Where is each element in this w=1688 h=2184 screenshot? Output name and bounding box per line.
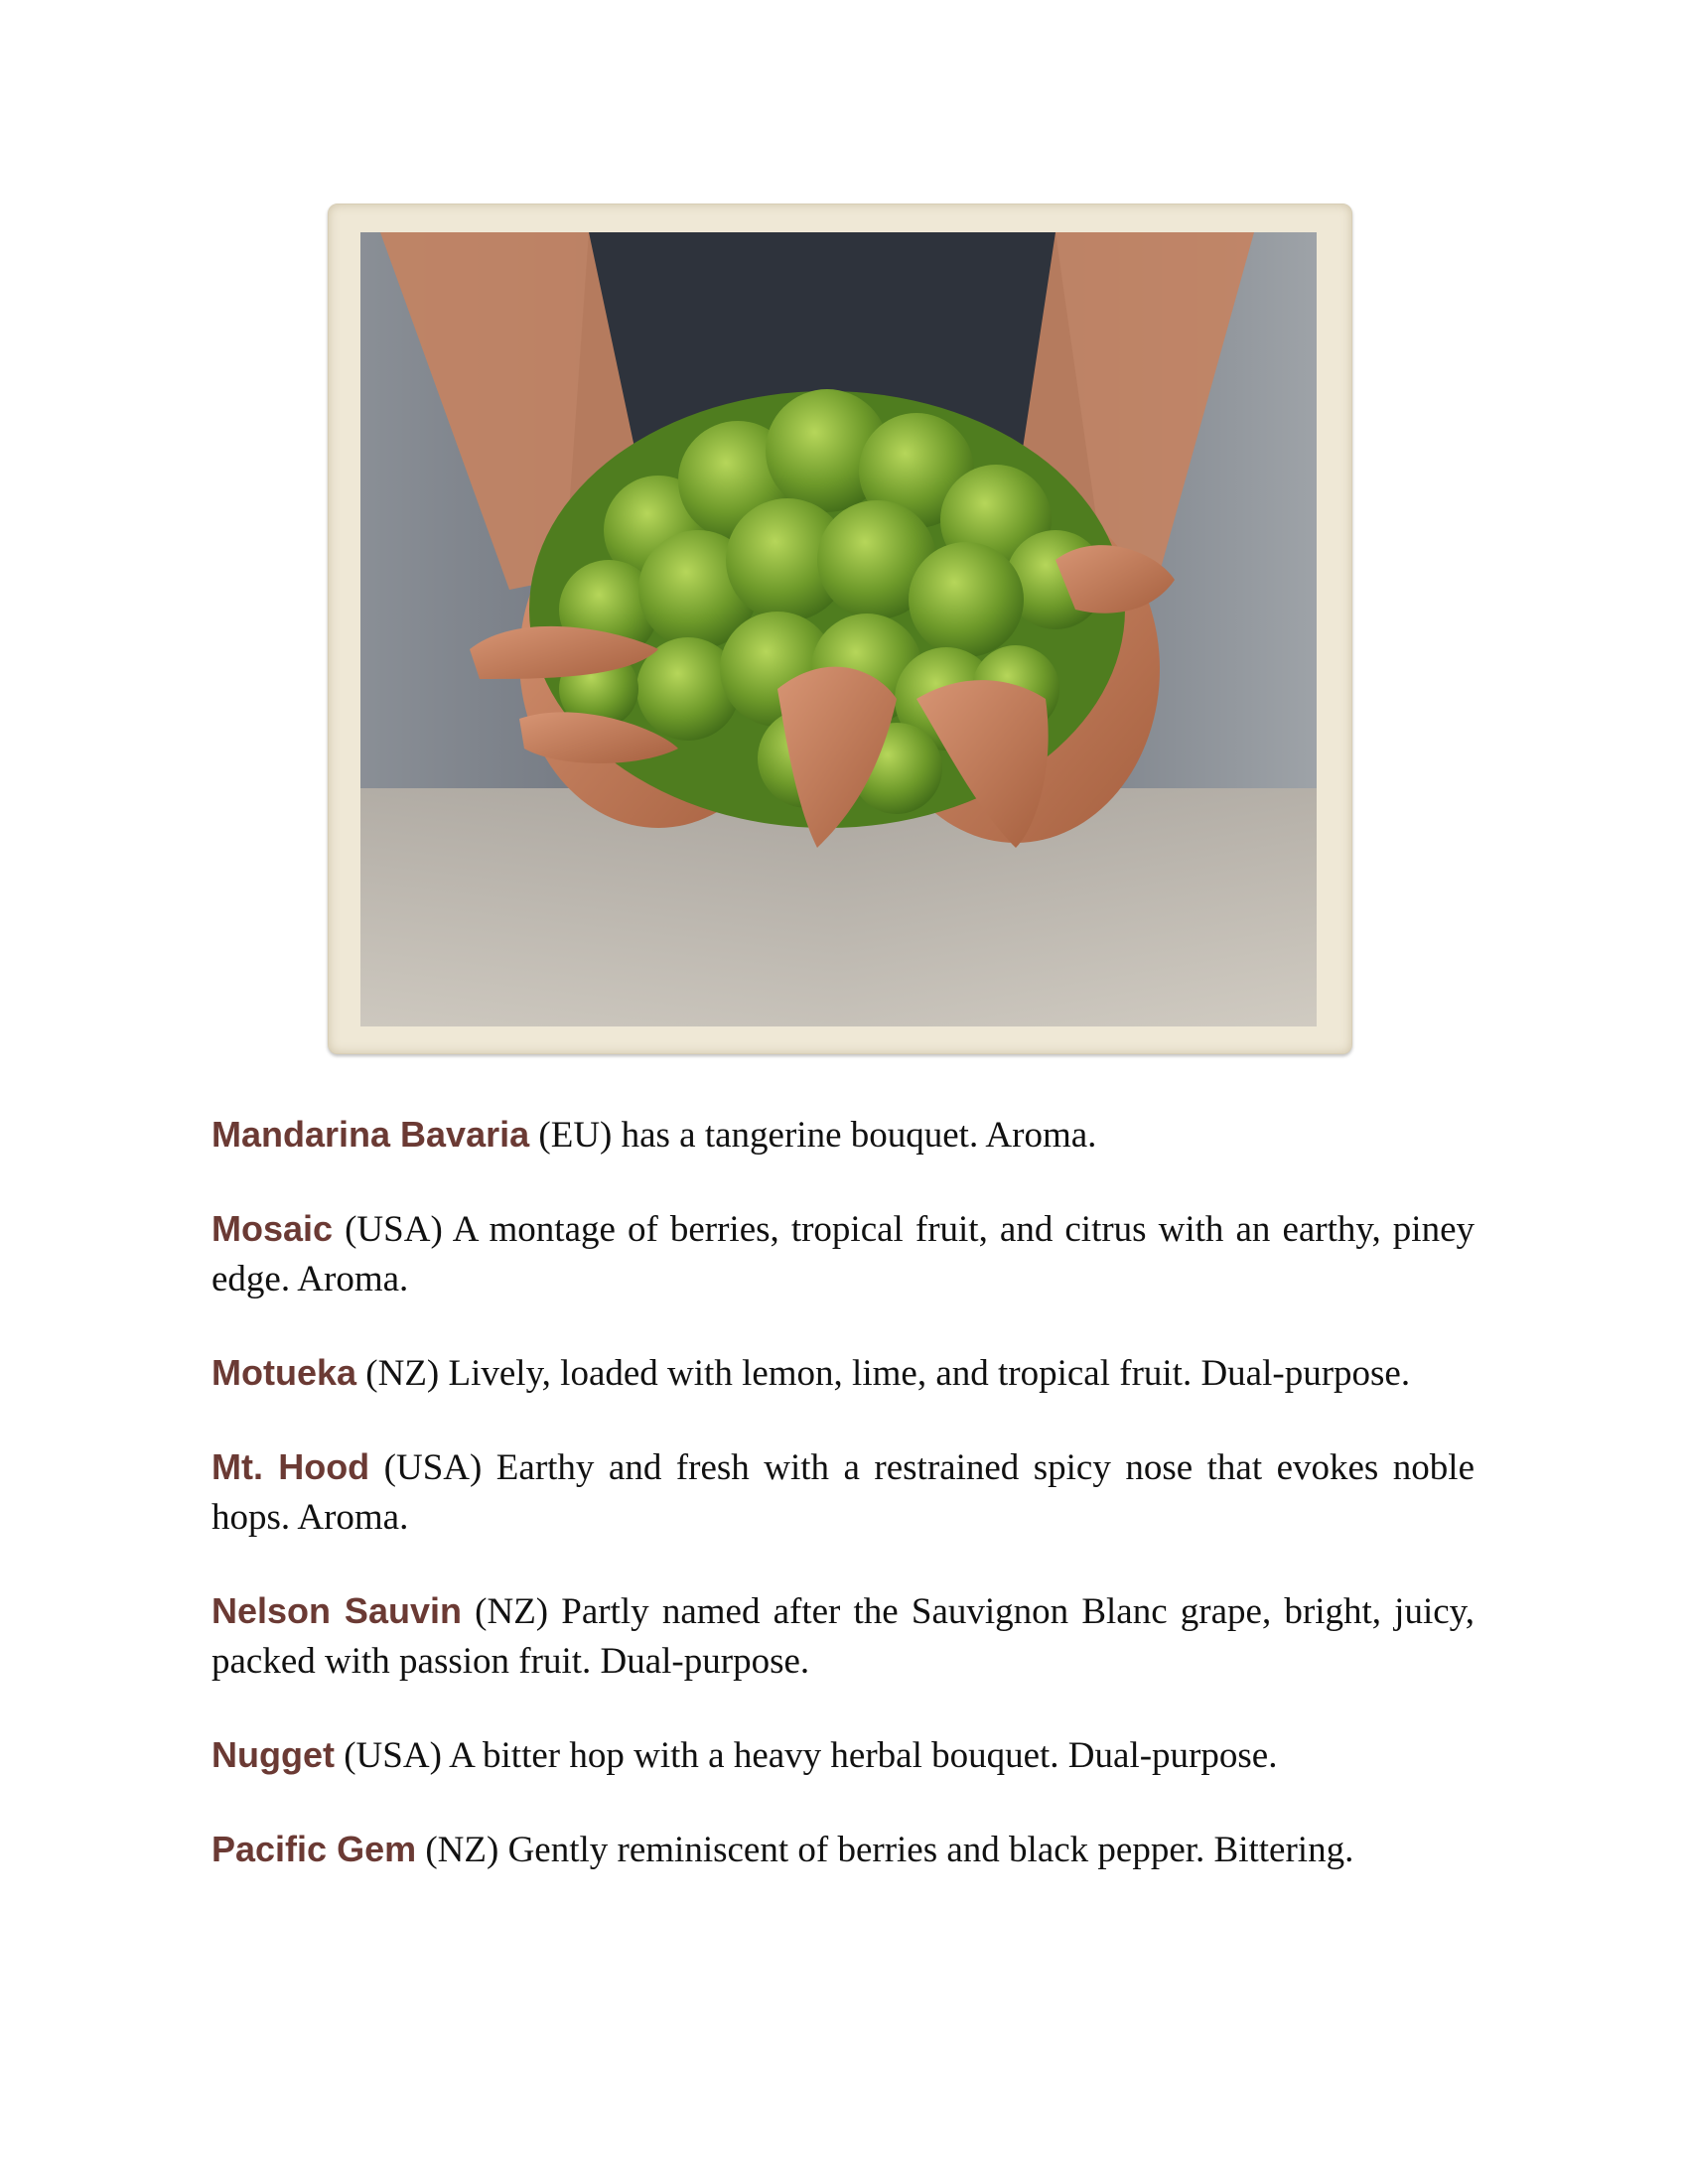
hop-description: (EU) has a tangerine bouquet. Aroma. (529, 1115, 1097, 1156)
hop-description: (NZ) Partly named after the Sauvignon Blanc grape, bright, juicy, packed with passion fruit. Dual-purpose. (211, 1591, 1476, 1682)
hop-list (211, 1110, 1475, 1919)
hop-entry-motueka (211, 1348, 1475, 1399)
hop-entry-nugget (211, 1730, 1475, 1781)
hop-entry-mt-hood (211, 1442, 1475, 1543)
hop-description: (NZ) Gently reminiscent of berries and black pepper. Bittering. (416, 1830, 1354, 1870)
hop-description: (NZ) Lively, loaded with lemon, lime, and tropical fruit. Dual-purpose. (356, 1353, 1411, 1394)
hop-entry-mandarina-bavaria (211, 1110, 1475, 1160)
hop-description: (USA) Earthy and fresh with a restrained spicy nose that evokes noble hops. Aroma. (211, 1447, 1476, 1538)
hop-description: (USA) A bitter hop with a heavy herbal bouquet. Dual-purpose. (334, 1735, 1278, 1776)
hop-name: Nugget (211, 1734, 335, 1775)
photo-frame (328, 204, 1352, 1054)
hop-entry-mosaic (211, 1204, 1475, 1304)
hop-description: (USA) A montage of berries, tropical fruit, and citrus with an earthy, piney edge. Aroma. (211, 1209, 1475, 1299)
hops-in-hands-photo (360, 232, 1317, 1026)
hop-name: Mandarina Bavaria (211, 1114, 530, 1155)
hop-entry-pacific-gem (211, 1825, 1475, 1875)
hop-name: Mosaic (211, 1208, 334, 1249)
hop-name: Nelson Sauvin (211, 1590, 462, 1631)
hop-entry-nelson-sauvin (211, 1586, 1475, 1687)
hop-name: Mt. Hood (211, 1446, 370, 1487)
hops-illustration (360, 232, 1317, 1026)
hop-name: Motueka (211, 1352, 357, 1393)
hop-name: Pacific Gem (211, 1829, 417, 1869)
